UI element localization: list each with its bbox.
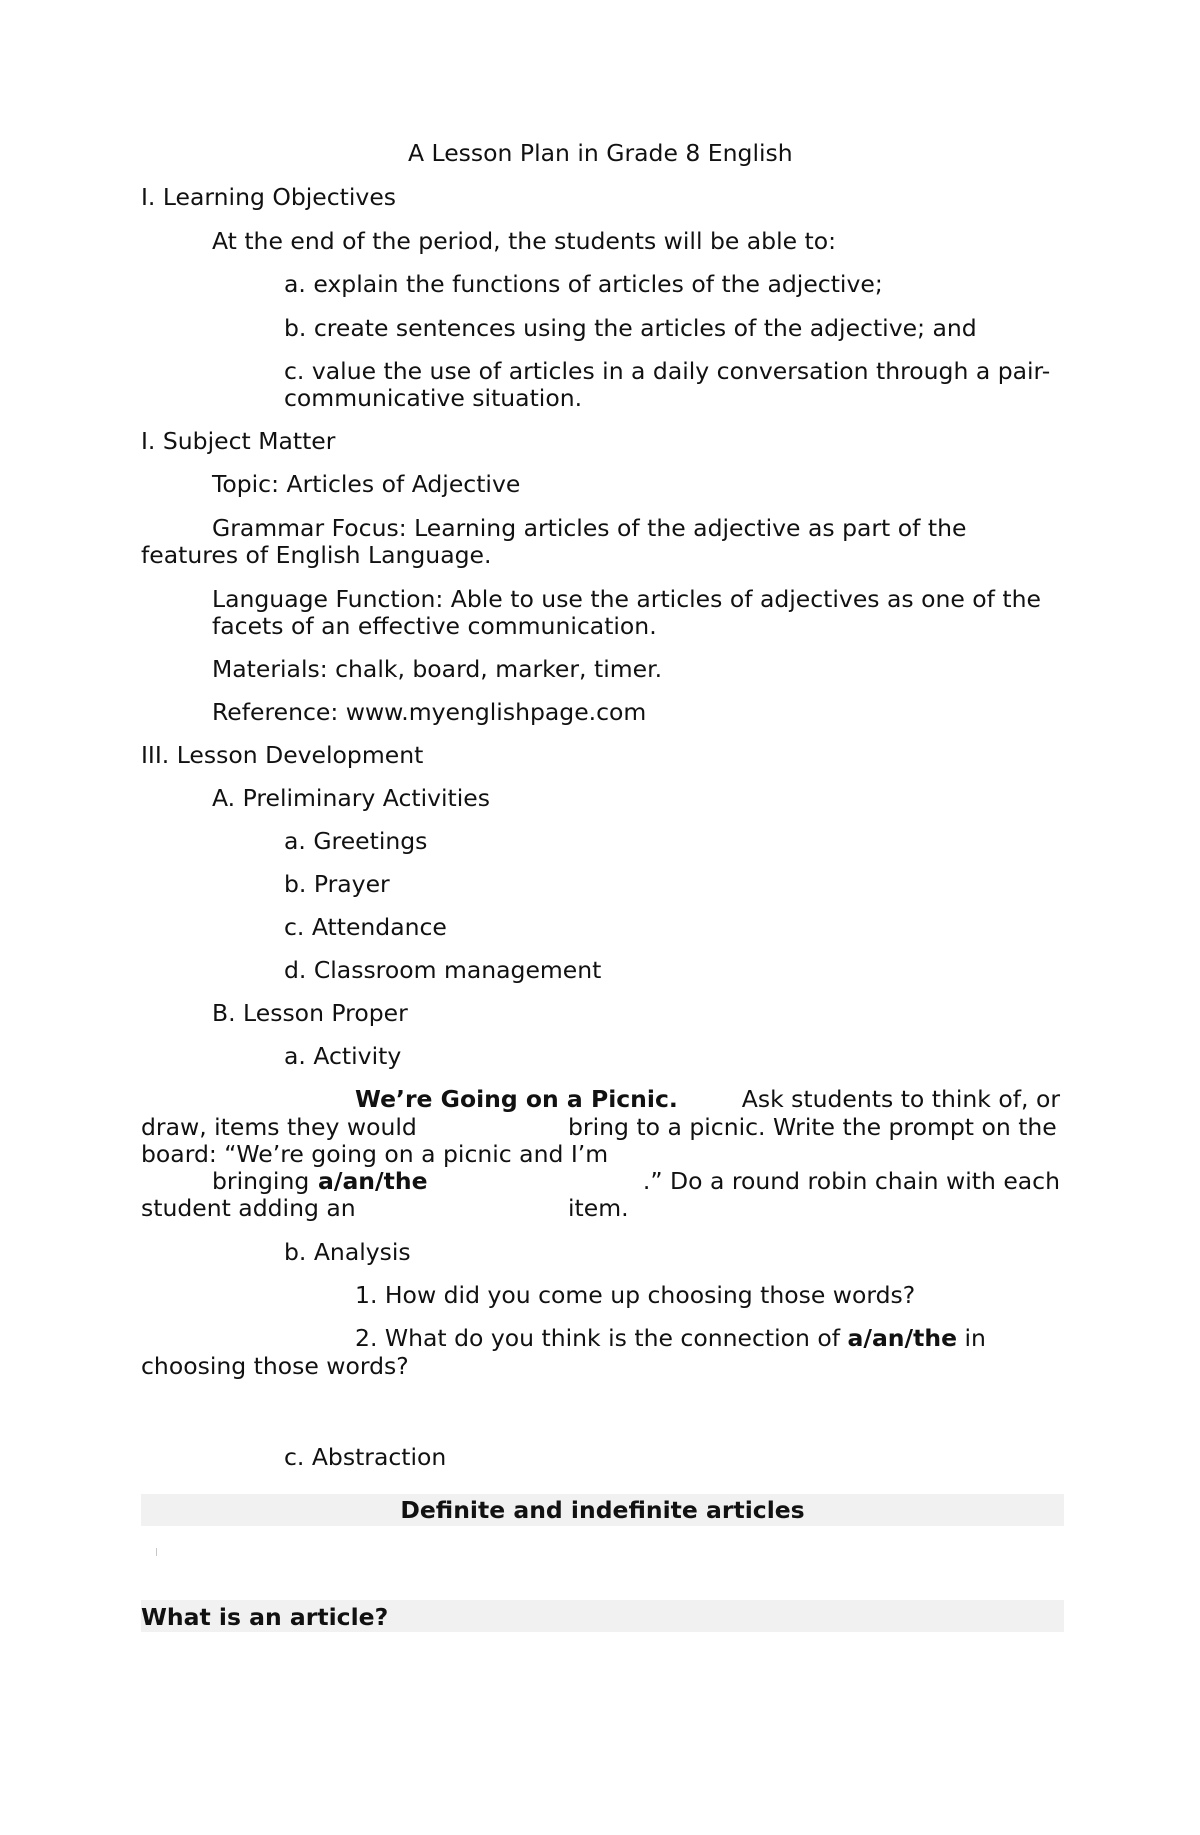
activity-line3: board: “We’re going on a picnic and I’m — [141, 1140, 609, 1168]
analysis-heading: b. Analysis — [284, 1238, 411, 1266]
analysis-question-1: 1. How did you come up choosing those words? — [355, 1281, 916, 1309]
activity-line4-left: bringing — [212, 1167, 310, 1195]
objectives-intro: At the end of the period, the students will be able to: — [212, 227, 837, 255]
analysis-question-2 — [355, 1325, 986, 1352]
divider-mark — [156, 1548, 157, 1556]
objective-c-line1: c. value the use of articles in a daily conversation through a pair- — [284, 357, 1051, 385]
grammar-focus-line2: features of English Language. — [141, 541, 492, 569]
analysis-question-2-suffix: in — [964, 1324, 986, 1352]
abstraction-heading: c. Abstraction — [284, 1443, 447, 1471]
articles-title: Definite and indefinite articles — [400, 1496, 805, 1524]
preliminary-greetings: a. Greetings — [284, 827, 428, 855]
activity-line4-right: .” Do a round robin chain with each — [642, 1167, 1060, 1195]
language-function-line2: facets of an effective communication. — [212, 612, 657, 640]
activity-line5-left: student adding an — [141, 1194, 356, 1222]
analysis-question-2-article: a/an/the — [847, 1324, 958, 1352]
objective-c-line2: communicative situation. — [284, 384, 583, 412]
objective-b: b. create sentences using the articles of the adjective; and — [284, 314, 977, 342]
subject-heading: I. Subject Matter — [141, 427, 336, 455]
activity-heading: a. Activity — [284, 1042, 402, 1070]
activity-title: We’re Going on a Picnic. — [355, 1085, 678, 1113]
preliminary-attendance: c. Attendance — [284, 913, 447, 941]
article-question: What is an article? — [141, 1603, 389, 1631]
analysis-question-2-cont: choosing those words? — [141, 1352, 409, 1380]
development-heading: III. Lesson Development — [141, 741, 424, 769]
analysis-question-2-prefix: 2. What do you think is the connection of — [355, 1324, 841, 1352]
activity-line5-right: item. — [568, 1194, 629, 1222]
reference: Reference: www.myenglishpage.com — [212, 698, 647, 726]
materials: Materials: chalk, board, marker, timer. — [212, 655, 663, 683]
preliminary-heading: A. Preliminary Activities — [212, 784, 490, 812]
activity-line4-article: a/an/the — [318, 1167, 428, 1195]
preliminary-classroom-management: d. Classroom management — [284, 956, 602, 984]
objective-a: a. explain the functions of articles of the adjective; — [284, 270, 883, 298]
preliminary-prayer: b. Prayer — [284, 870, 390, 898]
subject-topic: Topic: Articles of Adjective — [212, 470, 521, 498]
activity-line2-right: bring to a picnic. Write the prompt on the — [568, 1113, 1057, 1141]
activity-line1-text: Ask students to think of, or — [741, 1085, 1060, 1113]
document-title: A Lesson Plan in Grade 8 English — [408, 139, 793, 167]
language-function-line1: Language Function: Able to use the articles of adjectives as one of the — [212, 585, 1041, 613]
lesson-proper-heading: B. Lesson Proper — [212, 999, 408, 1027]
grammar-focus-line1: Grammar Focus: Learning articles of the adjective as part of the — [212, 514, 967, 542]
activity-line2-left: draw, items they would — [141, 1113, 417, 1141]
objectives-heading: I. Learning Objectives — [141, 183, 397, 211]
